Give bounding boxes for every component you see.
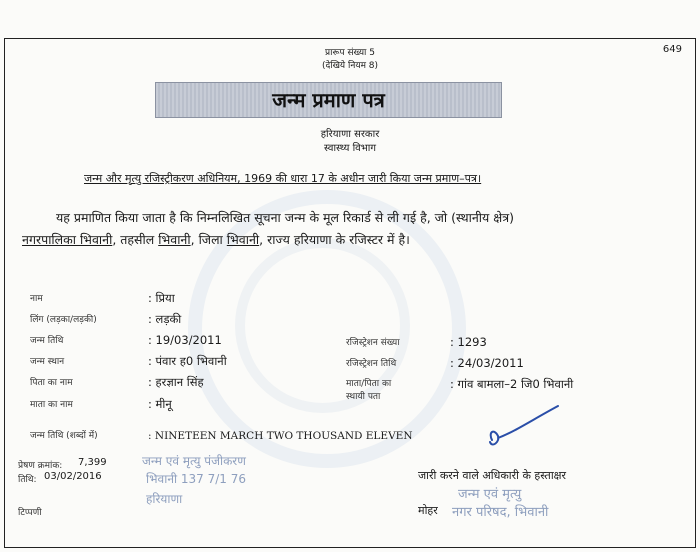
act-line: जन्म और मृत्यु रजिस्ट्रीकरण अधिनियम, 1969 की धारा 17 के अधीन जारी किया जन्म प्रमाण–पत्र। (84, 172, 482, 185)
seal-text-1: जन्म एवं मृत्यु (458, 487, 522, 502)
government-name: हरियाणा सरकार (320, 129, 380, 140)
issue-date-value: 03/02/2016 (44, 471, 102, 482)
issue-no-value: 7,399 (78, 457, 107, 468)
tehsil-prefix: तहसील (120, 232, 155, 247)
reg-no-label: रजिस्ट्रेशन संख्या (346, 338, 400, 348)
certificate-title: जन्म प्रमाण पत्र (272, 88, 385, 112)
reg-date-value: : 24/03/2011 (450, 356, 524, 370)
signature-label: जारी करने वाले अधिकारी के हस्ताक्षर (418, 469, 567, 482)
title-banner (155, 82, 502, 118)
dob-words-value: : NINETEEN MARCH TWO THOUSAND ELEVEN (148, 430, 413, 442)
district: भिवानी (226, 232, 260, 247)
place-label: जन्म स्थान (30, 357, 65, 367)
issue-date-label: तिथि: (18, 475, 37, 485)
mother-value: : मीनू (148, 397, 172, 411)
seal-label: मोहर (418, 504, 438, 517)
address-label-1: माता/पिता का (346, 379, 392, 389)
certify-line-1: यह प्रमाणित किया जाता है कि निम्नलिखित सूचना जन्म के मूल रिकार्ड से ली गई है, जो (स्थानीय क्षेत्र) (56, 210, 514, 225)
registration-stamp-line-3: हरियाणा (146, 492, 183, 506)
issue-no-label: प्रेषण क्रमांक: (18, 461, 63, 471)
dob-words-label: जन्म तिथि (शब्दों में) (30, 431, 98, 441)
tehsil: भिवानी (158, 232, 191, 247)
registration-stamp-line-2: भिवानी 137 7/1 76 (146, 472, 247, 486)
sex-value: : लड़की (148, 312, 182, 326)
mother-label: माता का नाम (30, 400, 73, 410)
reg-no-value: : 1293 (450, 335, 487, 349)
state-suffix: , राज्य हरियाणा के रजिस्टर में है। (259, 232, 410, 247)
dob-label: जन्म तिथि (30, 336, 64, 346)
name-value: : प्रिया (148, 291, 175, 305)
name-label: नाम (30, 294, 43, 304)
sex-label: लिंग (लड़का/लड़की) (30, 315, 97, 325)
registration-stamp-line-1: जन्म एवं मृत्यु पंजीकरण (142, 454, 246, 468)
dob-value: : 19/03/2011 (148, 333, 222, 347)
signature-mark (484, 402, 564, 454)
remarks-label: टिप्पणी (18, 508, 42, 518)
department-name: स्वास्थ्य विभाग (324, 143, 376, 154)
seal-text-2: नगर परिषद, भिवानी (452, 505, 549, 520)
municipality: नगरपालिका भिवानी (22, 232, 113, 247)
father-label: पिता का नाम (30, 378, 73, 388)
address-value: : गांव बामला–2 जि0 भिवानी (450, 377, 574, 391)
form-rule: (देखिये नियम 8) (321, 61, 379, 71)
form-number: प्रारूप संख्या 5 (325, 48, 375, 58)
address-label-2: स्थायी पता (346, 392, 381, 402)
reg-date-label: रजिस्ट्रेशन तिथि (346, 359, 397, 369)
certify-line-2: नगरपालिका भिवानी, तहसील भिवानी, जिला भिवानी, राज्य हरियाणा के रजिस्टर में है। (22, 232, 410, 247)
father-value: : हरज्ञान सिंह (148, 375, 204, 389)
place-value: : पंवार ह0 भिवानी (148, 354, 227, 368)
page-number: 649 (662, 44, 682, 55)
district-prefix: जिला (198, 232, 223, 247)
